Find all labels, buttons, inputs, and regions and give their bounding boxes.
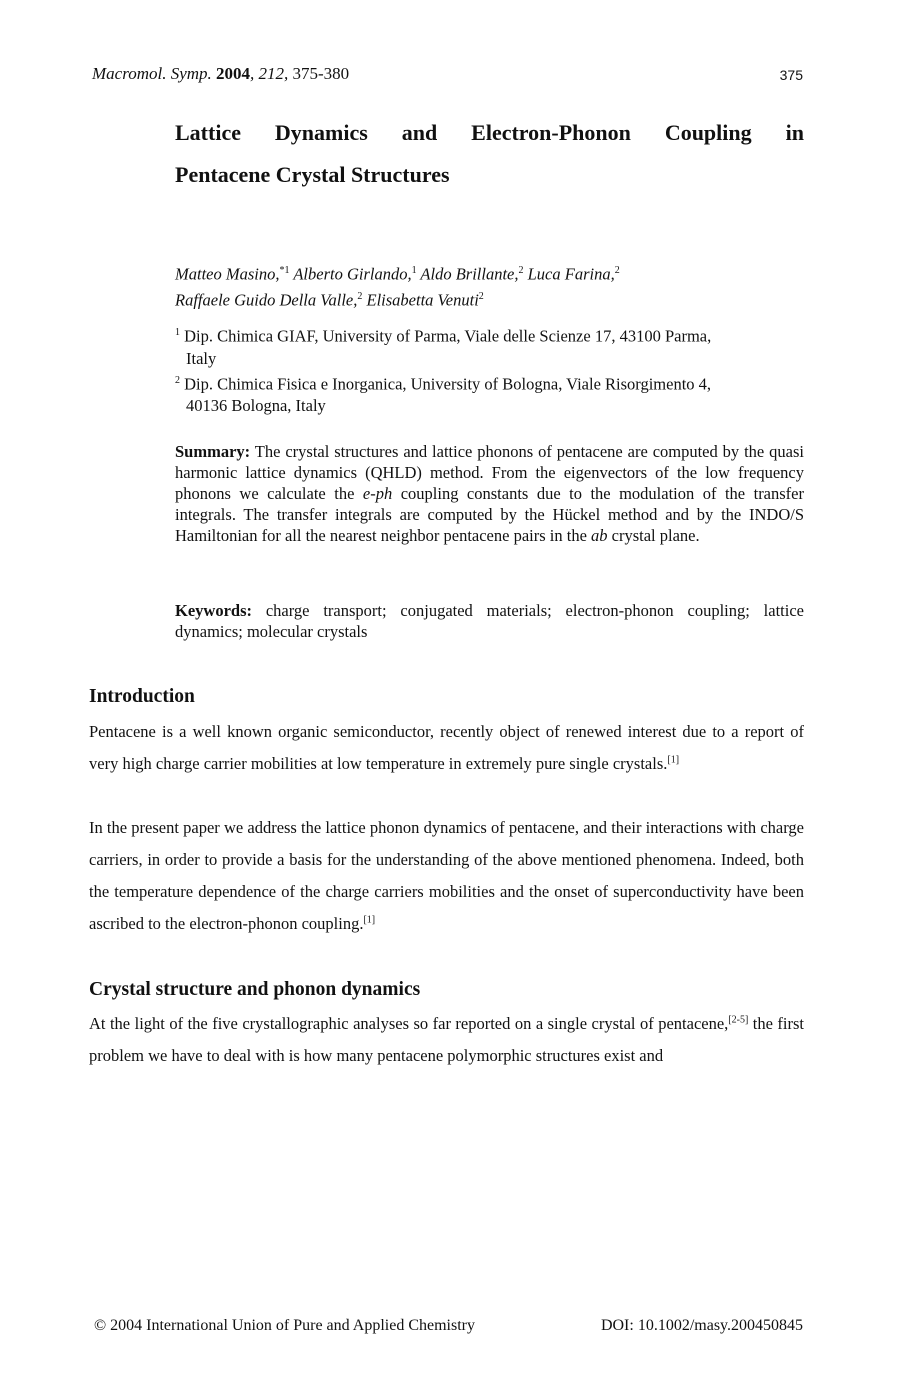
title-line-1: [175, 112, 804, 154]
introduction-paragraph-1: Pentacene is a well known organic semiconductor, recently object of renewed interest due to a report of very high charge carrier mobilities at low temperature in extremely pure single crystals.[1]: [89, 722, 804, 773]
author-name: Aldo Brillante,: [420, 264, 519, 284]
doi-footer: DOI: 10.1002/masy.200450845: [600, 1317, 803, 1334]
author-affiliation-marker: 2: [614, 265, 620, 276]
affiliation-item: [175, 322, 804, 370]
keywords: [175, 600, 804, 642]
author-name: Matteo Masino,: [175, 264, 280, 284]
affiliation-text-cont: Italy: [186, 348, 217, 368]
paper-title: [175, 112, 804, 196]
title-word: Dynamics: [274, 120, 368, 145]
journal-year: 2004: [216, 64, 251, 83]
summary-text: coupling constants due to the modulation of the transfer integrals. The transfer integrals are computed by the Hückel method and by the INDO/S Hamiltonian for all the nearest neighbor pentacene pairs in the: [175, 484, 804, 545]
section-heading-crystal-structure: Crystal structure and phonon dynamics: [89, 979, 421, 1000]
citation: [1]: [363, 914, 376, 926]
summary-emphasis: e-ph: [362, 484, 393, 503]
title-word: Electron-Phonon: [471, 120, 631, 145]
citation: [2-5]: [728, 1014, 749, 1026]
author-name: Raffaele Guido Della Valle,: [175, 290, 358, 309]
title-line-2: Pentacene Crystal Structures: [175, 162, 450, 187]
citation: [1]: [667, 754, 680, 766]
author-name: Elisabetta Venuti: [366, 290, 479, 309]
affiliation-text: Dip. Chimica GIAF, University of Parma, Viale delle Scienze 17, 43100 Parma,: [184, 326, 712, 346]
journal-name: Macromol. Symp.: [92, 64, 212, 83]
author-name: Alberto Girlando,: [293, 264, 412, 284]
journal-header: Macromol. Symp. 2004, 212, 375-380: [92, 64, 350, 83]
author-list: [175, 260, 804, 311]
journal-volume: 212: [258, 64, 285, 83]
keywords-text: charge transport; conjugated materials; electron-phonon coupling; lattice dynamics; molecular crystals: [175, 601, 804, 641]
author-affiliation-marker: 2: [478, 290, 484, 302]
affiliation-text: Dip. Chimica Fisica e Inorganica, University of Bologna, Viale Risorgimento 4,: [184, 374, 712, 393]
summary-emphasis: ab: [591, 526, 608, 545]
affiliation-marker: 2: [175, 374, 180, 386]
author-affiliation-marker: *1: [279, 265, 290, 276]
title-word: Lattice: [175, 120, 241, 145]
author-name: Luca Farina,: [527, 264, 615, 284]
affiliation-item: [175, 370, 804, 418]
author-affiliation-marker: 1: [411, 265, 417, 276]
title-word: and: [401, 120, 438, 145]
author-affiliation-marker: 2: [357, 290, 363, 302]
summary-abstract: [175, 441, 804, 546]
section-heading-introduction: Introduction: [89, 686, 195, 707]
keywords-label: Keywords:: [175, 601, 252, 620]
introduction-paragraph-2: In the present paper we address the lattice phonon dynamics of pentacene, and their interactions with charge carriers, in order to provide a basis for the understanding of the above mentioned phenomena. Indeed, both the temperature dependence of the charge carriers mobilities and the onset of superconductivity have been ascribed to the electron-phonon coupling.[1]: [89, 818, 804, 933]
affiliation-list: [175, 322, 804, 417]
crystal-paragraph-1: At the light of the five crystallographic analyses so far reported on a single crystal of pentacene,[2-5] the first problem we have to deal with is how many pentacene polymorphic structures exist and: [89, 1014, 804, 1065]
page-number: 375: [779, 67, 803, 83]
summary-label: Summary:: [175, 442, 251, 461]
title-word: in: [785, 120, 804, 145]
journal-pages: 375-380: [292, 64, 350, 83]
summary-text: crystal plane.: [607, 526, 700, 545]
affiliation-text-cont: 40136 Bologna, Italy: [186, 396, 326, 415]
copyright-footer: © 2004 International Union of Pure and Applied Chemistry: [94, 1317, 475, 1334]
title-word: Coupling: [664, 120, 752, 145]
affiliation-marker: 1: [175, 327, 180, 338]
summary-text: The crystal structures and lattice phonons of pentacene are computed by the quasi harmonic lattice dynamics (QHLD) method. From the eigenvectors of the low frequency phonons we calculate the: [175, 442, 804, 503]
author-affiliation-marker: 2: [518, 265, 524, 276]
